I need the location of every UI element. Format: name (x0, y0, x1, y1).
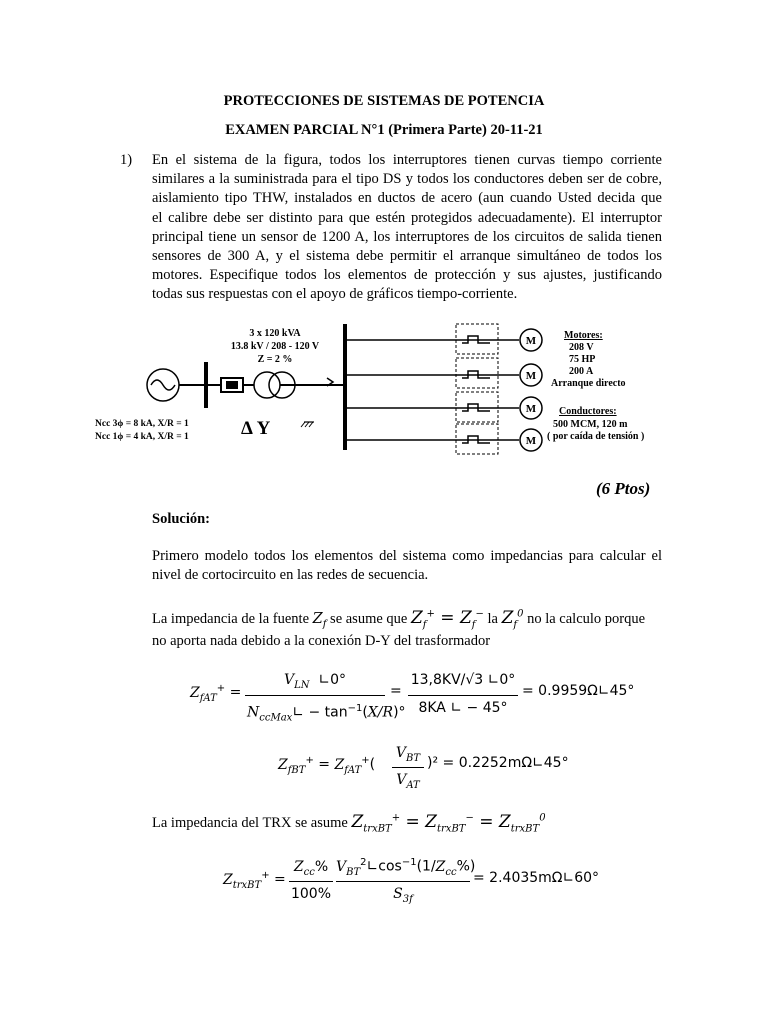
feeder-4 (345, 424, 542, 454)
eq3-s3f: S (393, 886, 403, 902)
points-label: (6 Ptos) (596, 479, 651, 498)
question-number: 1) (120, 152, 133, 168)
exam-title: PROTECCIONES DE SISTEMAS DE POTENCIA (223, 93, 545, 109)
question-line: motores. Especifique todos los elementos de protección y sus ajustes, justificando (152, 267, 662, 284)
motors-heading: Motores: (564, 330, 603, 341)
question-line: el calibre debe ser distinto para que estén protegidos adecuadamente). El interruptor (152, 209, 662, 226)
eq1-numerator-2: 13,8KV/√3 ∟0° (410, 672, 516, 688)
conductors-note: ( por caída de tensión ) (547, 431, 645, 442)
one-line-diagram (95, 318, 665, 466)
question-line: sensores de 300 A, y el sistema debe permitir el arranque simultáneo de todos los (152, 248, 662, 265)
eq1-angle: ∟0° (318, 672, 347, 688)
trx-text: La impedancia del TRX se asume (152, 815, 348, 831)
question-line: aislamiento tipo THW, instalados en ductos de acero (aun cuando Usted decida que (152, 190, 662, 207)
ncc3-label: Ncc 3ϕ = 8 kA, X/R = 1 (95, 419, 189, 429)
solution-intro (152, 547, 662, 585)
eq1-den-rest: ∟ − tan (292, 704, 348, 721)
source-text: La impedancia de la fuente (152, 611, 310, 627)
conductors-spec: 500 MCM, 120 m (553, 419, 628, 430)
question-text (152, 151, 662, 305)
trx-impedance-text: La impedancia del TRX se asume $Z_{trxBT}^+ = Z_{trxBT}^- = Z_{trxBT}^0$ (152, 812, 546, 835)
motors-start: Arranque directo (551, 378, 626, 389)
transformer-voltage: 13.8 kV / 208 - 120 V (230, 341, 320, 352)
eq3-100pct: 100% (290, 886, 332, 902)
feeder-2 (345, 358, 542, 388)
ground-icon (301, 422, 314, 427)
connection-symbol: Δ Y (241, 418, 271, 439)
eq2-result: )² = 0.2252mΩ∟45° (427, 755, 569, 771)
source-text: no la calculo porque (527, 611, 646, 627)
motors-spec: 75 HP (569, 354, 596, 365)
eq1-sub: LN (294, 679, 310, 691)
intro-line: nivel de cortocircuito en las redes de secuencia. (152, 567, 429, 584)
conductors-heading: Conductores: (559, 406, 617, 417)
eq1-result: = 0.9959Ω∟45° (522, 683, 635, 699)
transformer-impedance: Z = 2 % (257, 354, 293, 365)
exam-page: PROTECCIONES DE SISTEMAS DE POTENCIA EXAMEN PARCIAL N°1 (Primera Parte) 20-11-21 1) En el sistema de la figura, todos los interruptores tienen curvas tiempo corriente similares a la suministrada para el tipo DS y todos los conductores deben ser de cobre, aislamiento tipo THW, instalados en ductos de acero (aun cuando Usted decida que el calibre debe ser distinto para que estén protegidos adecuadamente). El interruptor principal tiene un sensor de 1200 A, los interruptores de los circuitos de salida tienen sensores de 300 A, y el sistema debe permitir el arranque simultáneo de todos los motores. Especifique todos los elementos de protección y sus ajustes, justificando todas sus respuestas con el apoyo de gráficos tiempo-corriente. 3 x 120 kVA 13.8 kV / 208 - 120 V Z = 2 % Δ Y M M M M Motores: 208 V 75 HP 200 A Arranque directo Conductores: 500 MCM, 120 m ( por caída de tensión ) Ncc 3ϕ = 8 kA, X/R = 1 Ncc 1ϕ = 4 kA, X/R = 1 (6 Ptos) Solución: Primero modelo todos los elementos del sistema como impedancias para calcular el nivel de cortocircuito en las redes de secuencia. La impedancia de la fuente $Z_f$ se asume que $Z_f^+ = Z_f^-$ la $Z_f^0$ no la calculo porque no aporta nada debido a la conexión D-Y del trasformador $Z_{fAT}^+$ = $V_{LN}$ ∟0° $N_{ccMax}∟ - \tan^{-1}(X/R)^\circ$ = 13,8KV/√3 ∟0° 8KA ∟ − 45° = 0.9959Ω∟45° $Z_{fBT}^+ = Z_{fAT}^+$( $V_{BT}$ $V_{AT}$ )² = 0.2252mΩ∟45° La impedancia del TRX se asume $Z_{trxBT}^+ = Z_{trxBT}^- = Z_{trxBT}^0$ $Z_{trxBT}^+$ = $Z_{cc}\%$ 100% $V_{BT}^2∟\cos^{-1}(1/Z_{cc}\%)$ $S_{3f}$ = 2.4035mΩ∟60° (0, 0, 768, 1024)
question-line: similares a la suministrada para el tipo DS y todos los conductores deben ser de cobre, (152, 171, 662, 188)
ac-source-icon (147, 369, 179, 401)
source-text: la (487, 611, 498, 627)
source-impedance-text-line2: no aporta nada debido a la conexión D-Y del trasformador (152, 633, 491, 649)
motors-spec: 208 V (569, 342, 594, 353)
motor-icon: M (525, 435, 537, 447)
ncc1-label: Ncc 1ϕ = 4 kA, X/R = 1 (95, 432, 189, 442)
motor-icon: M (525, 370, 537, 382)
feeder-1 (345, 324, 542, 354)
motor-icon: M (525, 335, 537, 347)
eq3-result: = 2.4035mΩ∟60° (473, 870, 600, 886)
eq1-denominator: N (247, 704, 260, 721)
question-line: principal tiene un sensor de 1200 A, los interruptores de los circuitos de salida tienen (152, 228, 662, 245)
question-line: todas sus respuestas con el apoyo de gráficos tiempo-corriente. (152, 286, 518, 303)
exam-subtitle: EXAMEN PARCIAL N°1 (Primera Parte) 20-11-21 (225, 122, 543, 138)
intro-line: Primero modelo todos los elementos del sistema como impedancias para calcular el (152, 548, 662, 564)
eq1-denominator-2: 8KA ∟ − 45° (418, 700, 508, 716)
source-impedance-text: La impedancia de la fuente $Z_f$ se asume que $Z_f^+ = Z_f^-$ la $Z_f^0$ no la calculo porque (152, 608, 646, 631)
feeder-3 (345, 392, 542, 422)
eq1-den-sub: ccMax (259, 712, 293, 724)
transformer-rating: 3 x 120 kVA (249, 328, 301, 339)
motor-icon: M (525, 403, 537, 415)
question-line: En el sistema de la figura, todos los interruptores tienen curvas tiempo corriente (152, 152, 662, 168)
source-text: se asume que (330, 611, 408, 627)
eq3-zcc: Z (293, 859, 304, 875)
motors-spec: 200 A (569, 366, 594, 377)
eq1-numerator: V (283, 672, 295, 688)
solution-heading: Solución: (152, 511, 211, 527)
